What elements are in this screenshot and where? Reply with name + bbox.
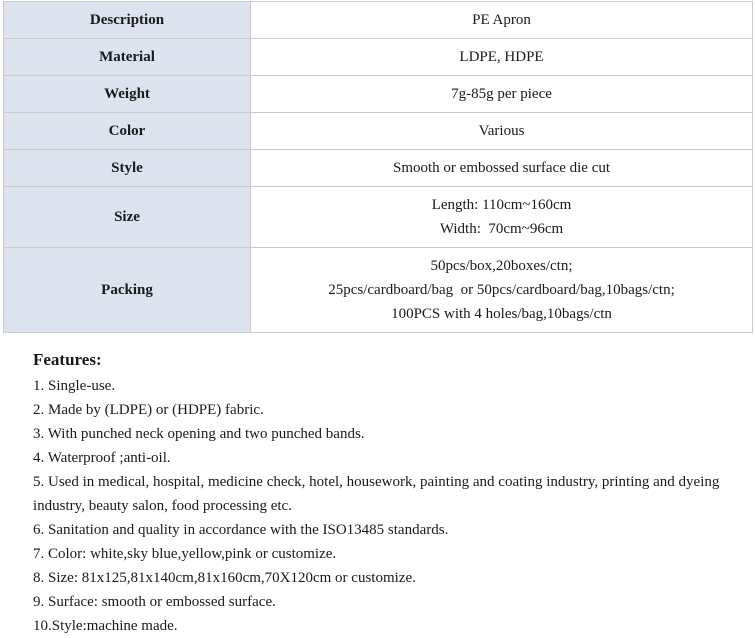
table-row [4, 150, 753, 187]
row-value [251, 187, 753, 248]
table-row [4, 76, 753, 113]
value-line: 100PCS with 4 holes/bag,10bags/ctn [391, 306, 612, 322]
row-value [251, 2, 753, 39]
row-value [251, 39, 753, 76]
row-label: Weight [4, 76, 251, 113]
row-value [251, 248, 753, 333]
list-item: 7. Color: white,sky blue,yellow,pink or customize. [33, 546, 337, 562]
value-line: 50pcs/box,20boxes/ctn; [430, 258, 573, 274]
row-value [251, 150, 753, 187]
list-item: 4. Waterproof ;anti-oil. [33, 450, 171, 466]
features-section [33, 348, 733, 638]
list-item: 9. Surface: smooth or embossed surface. [33, 594, 276, 610]
table-row [4, 39, 753, 76]
list-item: 10.Style:machine made. [33, 618, 178, 634]
value-line: 25pcs/cardboard/bag or 50pcs/cardboard/bag,10bags/ctn; [328, 282, 675, 298]
features-list [33, 374, 733, 638]
value-line: Length: 110cm~160cm [431, 197, 572, 213]
features-title: Features: [33, 350, 102, 369]
list-item: 2. Made by (LDPE) or (HDPE) fabric. [33, 402, 264, 418]
row-value [251, 113, 753, 150]
list-item: 8. Size: 81x125,81x140cm,81x160cm,70X120cm or customize. [33, 570, 416, 586]
value-line: LDPE, HDPE [459, 49, 544, 65]
list-item: 6. Sanitation and quality in accordance with the ISO13485 standards. [33, 522, 449, 538]
row-label: Color [4, 113, 251, 150]
value-line: Various [478, 123, 525, 139]
table-row [4, 248, 753, 333]
list-item: 3. With punched neck opening and two punched bands. [33, 426, 365, 442]
value-line: Smooth or embossed surface die cut [392, 160, 611, 176]
row-label: Description [4, 2, 251, 39]
value-line: 7g-85g per piece [451, 86, 552, 102]
list-item: 1. Single-use. [33, 378, 116, 394]
spec-table [3, 1, 753, 333]
row-label: Material [4, 39, 251, 76]
list-item: 5. Used in medical, hospital, medicine check, hotel, housework, painting and coating industry, printing and dyeing industry, beauty salon, food processing etc. [33, 474, 720, 514]
table-row [4, 187, 753, 248]
value-line: Width: 70cm~96cm [439, 221, 564, 237]
row-value [251, 76, 753, 113]
table-row [4, 2, 753, 39]
row-label: Size [4, 187, 251, 248]
row-label: Packing [4, 248, 251, 333]
table-row [4, 113, 753, 150]
row-label: Style [4, 150, 251, 187]
value-line: PE Apron [472, 12, 531, 28]
